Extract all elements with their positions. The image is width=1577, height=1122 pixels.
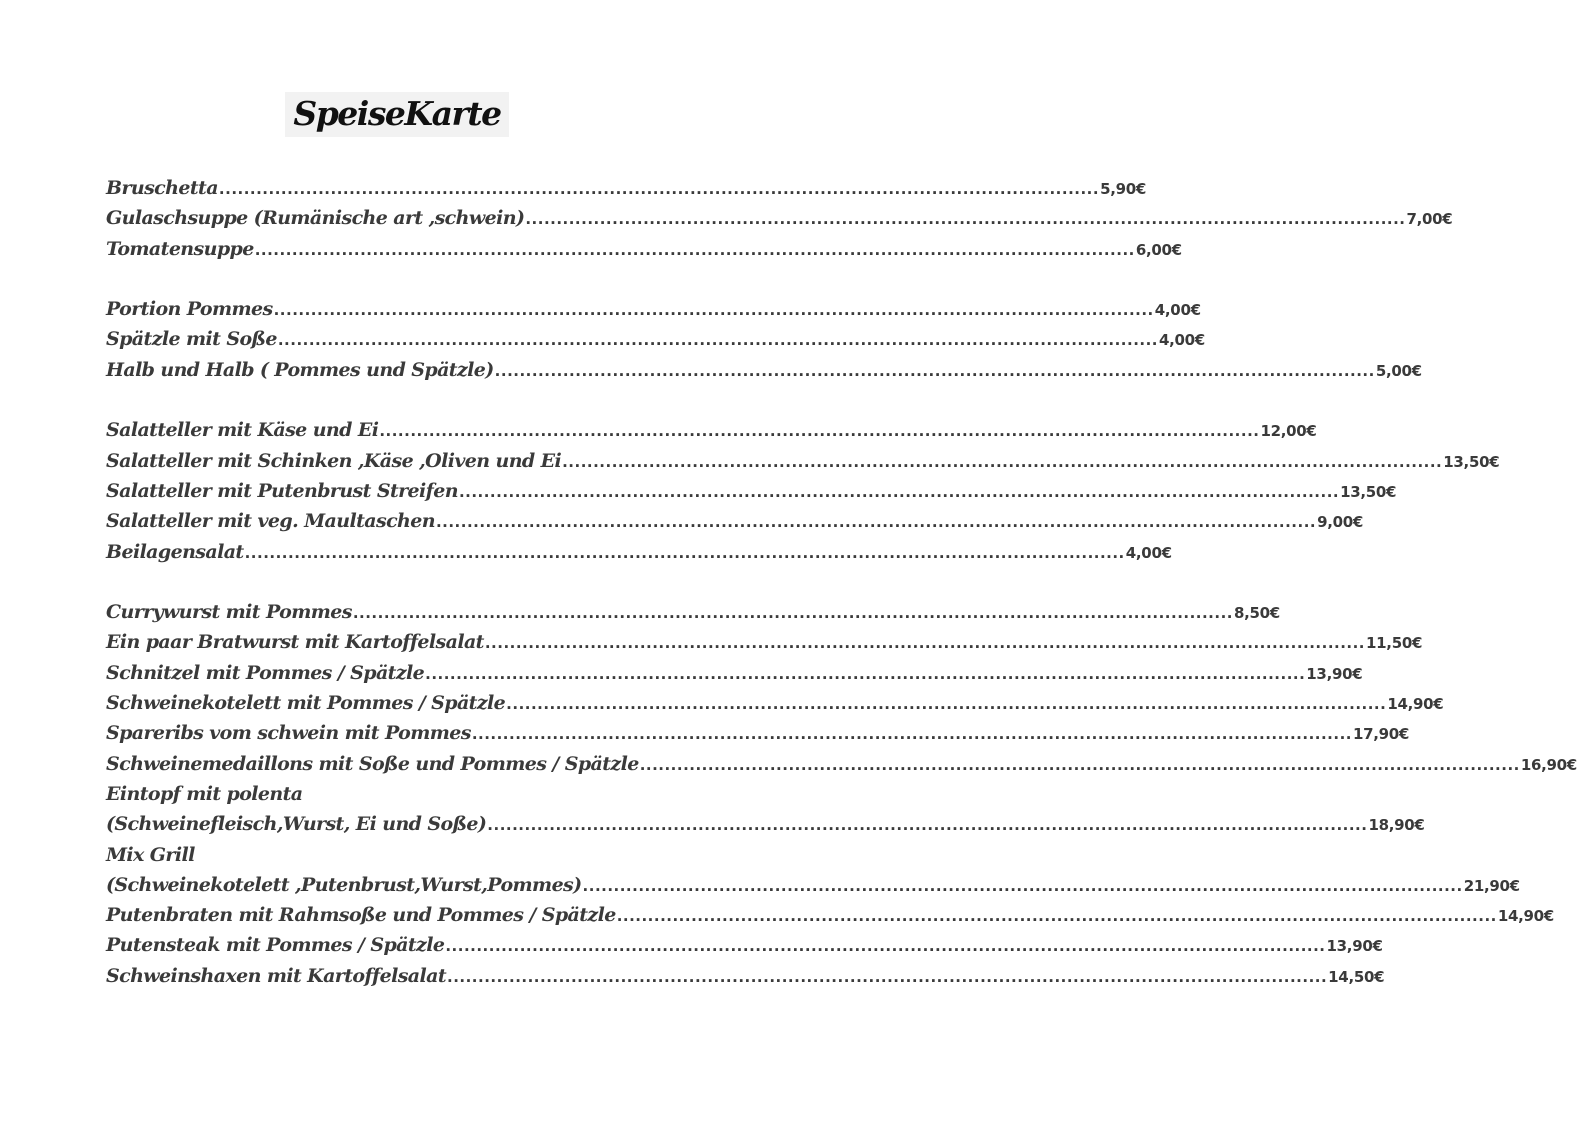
menu-item-name: Halb und Halb ( Pommes und Spätzle) bbox=[106, 358, 494, 381]
menu-item-price: 6,00€ bbox=[1135, 240, 1182, 259]
menu-item-price: 4,00€ bbox=[1159, 331, 1205, 350]
menu-item-heading bbox=[106, 840, 696, 870]
dot-leader bbox=[583, 871, 1463, 901]
menu-item-name: Schweinshaxen mit Kartoffelsalat bbox=[106, 964, 447, 987]
menu-item bbox=[106, 809, 1425, 839]
menu-item-name: (Schweinekotelett ,Putenbrust,Wurst,Pommes) bbox=[106, 873, 582, 896]
menu-item-price: 16,90€ bbox=[1520, 755, 1577, 774]
menu-item-price: 13,90€ bbox=[1326, 937, 1383, 956]
menu-item-price: 8,50€ bbox=[1233, 604, 1280, 623]
menu-item-price: 14,90€ bbox=[1387, 695, 1444, 714]
menu-item-price: 5,00€ bbox=[1375, 361, 1422, 380]
dot-leader bbox=[459, 477, 1339, 507]
menu-item-price: 13,50€ bbox=[1340, 482, 1397, 501]
menu-item bbox=[106, 627, 1423, 657]
menu-item bbox=[106, 930, 1383, 960]
dot-leader bbox=[445, 931, 1325, 961]
menu-item bbox=[106, 718, 1410, 748]
menu-item bbox=[106, 900, 1554, 930]
menu-item-name: Currywurst mit Pommes bbox=[106, 601, 352, 624]
dot-leader bbox=[436, 507, 1316, 537]
dot-leader bbox=[525, 204, 1405, 234]
menu-item-name: Putensteak mit Pommes / Spätzle bbox=[106, 934, 445, 957]
menu-item-price: 13,90€ bbox=[1306, 664, 1363, 683]
menu-item-price: 21,90€ bbox=[1463, 876, 1520, 895]
menu-item-price: 18,90€ bbox=[1368, 816, 1425, 835]
menu-item bbox=[106, 324, 1205, 354]
menu-item-name: (Schweinefleisch,Wurst, Ei und Soße) bbox=[106, 813, 487, 836]
dot-leader bbox=[274, 295, 1154, 325]
menu-item-name: Mix Grill bbox=[106, 843, 195, 866]
section-gap bbox=[106, 264, 696, 294]
menu-item bbox=[106, 537, 1172, 567]
menu-item-name: Putenbraten mit Rahmsoße und Pommes / Spätzle bbox=[106, 904, 616, 927]
page-title: SpeiseKarte bbox=[285, 92, 508, 137]
menu-item-name: Spareribs vom schwein mit Pommes bbox=[106, 722, 471, 745]
menu-item-name: Salatteller mit Schinken ,Käse ,Oliven und Ei bbox=[106, 449, 562, 472]
menu-item-price: 5,90€ bbox=[1100, 180, 1147, 198]
menu-item-name: Tomatensuppe bbox=[106, 237, 254, 260]
title-wrap bbox=[0, 92, 794, 137]
dot-leader bbox=[506, 689, 1386, 719]
menu-item bbox=[106, 294, 1201, 324]
dot-leader bbox=[379, 416, 1259, 446]
menu-item-name: Salatteller mit Putenbrust Streifen bbox=[106, 479, 458, 502]
section-gap bbox=[106, 567, 696, 597]
dot-leader bbox=[495, 356, 1375, 386]
menu-item-price: 4,00€ bbox=[1125, 543, 1172, 562]
menu-item-name: Spätzle mit Soße bbox=[106, 328, 277, 351]
dot-leader bbox=[425, 659, 1305, 689]
menu-item-name: Schnitzel mit Pommes / Spätzle bbox=[106, 661, 425, 684]
menu-item bbox=[106, 506, 1364, 536]
menu-item bbox=[106, 234, 1182, 264]
dot-leader bbox=[353, 598, 1233, 628]
menu-item-name: Portion Pommes bbox=[106, 298, 273, 321]
dot-leader bbox=[562, 447, 1442, 477]
menu-item bbox=[106, 446, 1500, 476]
menu-item-name: Eintopf mit polenta bbox=[106, 782, 303, 805]
menu-item-price: 13,50€ bbox=[1443, 452, 1500, 471]
menu-item bbox=[106, 961, 1385, 991]
menu-item bbox=[106, 597, 1280, 627]
menu-item-name: Schweinekotelett mit Pommes / Spätzle bbox=[106, 692, 506, 715]
menu-item bbox=[106, 203, 1453, 233]
menu-item-name: Bruschetta bbox=[106, 177, 218, 199]
menu-item-name: Schweinemedaillons mit Soße und Pommes / Spätzle bbox=[106, 752, 639, 775]
menu-list bbox=[106, 173, 1577, 991]
menu-item-price: 17,90€ bbox=[1352, 725, 1410, 744]
menu-item-price: 11,50€ bbox=[1366, 634, 1423, 653]
menu-item bbox=[106, 870, 1520, 900]
menu-item-name: Salatteller mit Käse und Ei bbox=[106, 419, 379, 442]
menu-item-price: 7,00€ bbox=[1406, 210, 1453, 229]
menu-item bbox=[106, 658, 1363, 688]
menu-item bbox=[106, 355, 1422, 385]
dot-leader bbox=[485, 628, 1365, 658]
menu-item-heading bbox=[106, 779, 696, 809]
section-gap bbox=[106, 385, 696, 415]
menu-item-price: 4,00€ bbox=[1154, 301, 1201, 320]
menu-item bbox=[106, 749, 1577, 779]
dot-leader bbox=[617, 901, 1497, 931]
dot-leader bbox=[278, 325, 1158, 355]
menu-item-name: Ein paar Bratwurst mit Kartoffelsalat bbox=[106, 631, 484, 654]
dot-leader bbox=[447, 962, 1327, 992]
menu-item bbox=[106, 415, 1317, 445]
dot-leader bbox=[219, 174, 1099, 204]
dot-leader bbox=[255, 235, 1135, 265]
menu-item-name: Gulaschsuppe (Rumänische art ,schwein) bbox=[106, 207, 525, 230]
menu-item-name: Salatteller mit veg. Maultaschen bbox=[106, 510, 435, 533]
menu-item bbox=[106, 173, 1147, 203]
dot-leader bbox=[245, 538, 1125, 568]
menu-item bbox=[106, 688, 1444, 718]
dot-leader bbox=[487, 810, 1367, 840]
dot-leader bbox=[472, 719, 1352, 749]
menu-item-price: 14,90€ bbox=[1497, 907, 1554, 926]
menu-item-price: 12,00€ bbox=[1260, 422, 1317, 441]
menu-item-price: 14,50€ bbox=[1328, 967, 1385, 986]
menu-item bbox=[106, 476, 1397, 506]
dot-leader bbox=[640, 750, 1520, 780]
menu-item-price: 9,00€ bbox=[1317, 513, 1364, 532]
menu-item-name: Beilagensalat bbox=[106, 540, 244, 563]
